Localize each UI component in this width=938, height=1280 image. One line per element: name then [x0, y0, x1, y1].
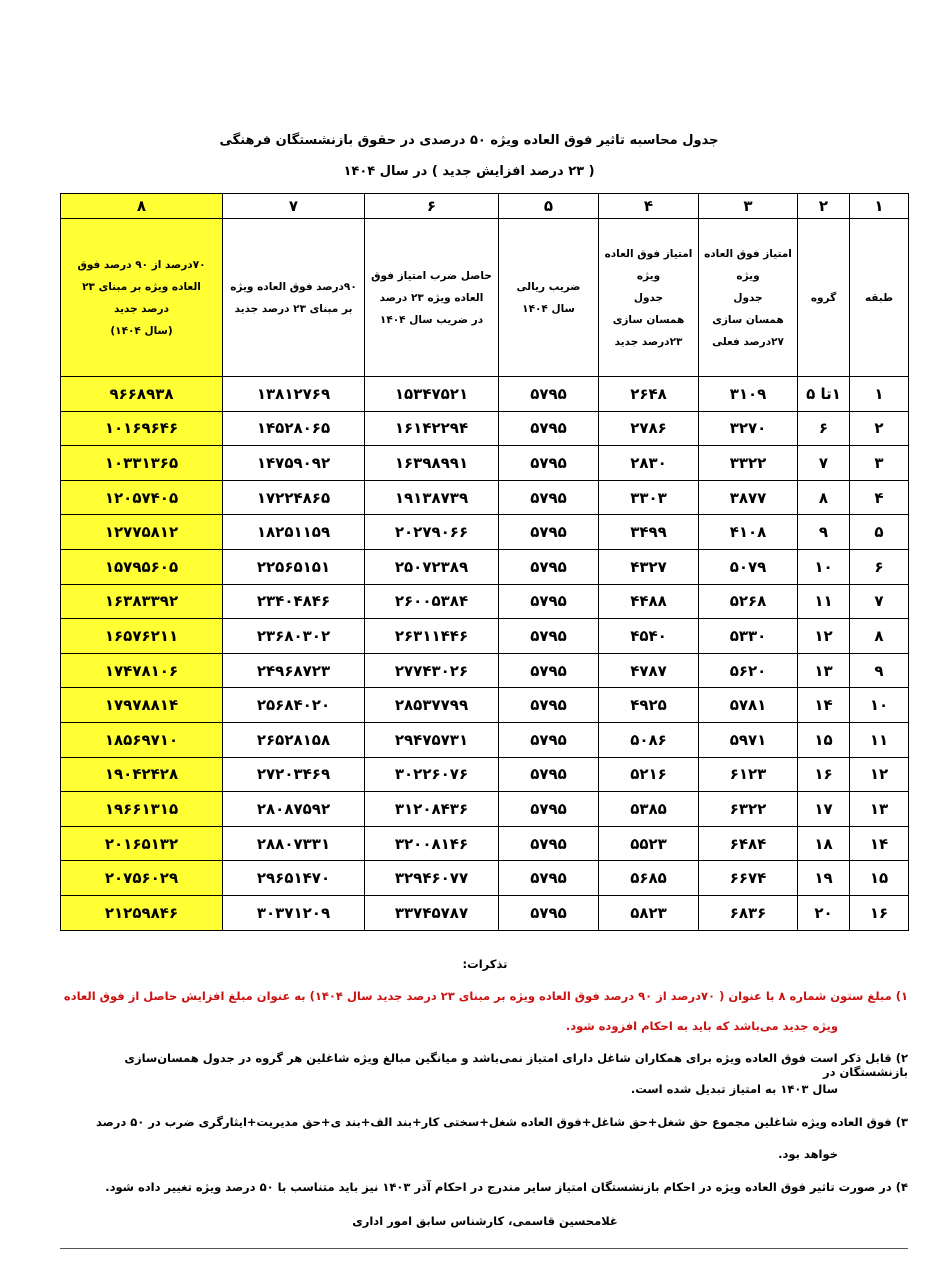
- table-cell: ۳۳۷۴۵۷۸۷: [365, 895, 499, 930]
- table-cell: ۵۵۲۳: [599, 826, 699, 861]
- table-cell: ۲۲۵۶۵۱۵۱: [223, 549, 365, 584]
- table-cell: ۵۷۹۵: [499, 757, 599, 792]
- table-cell: ۱۰۳۳۱۳۶۵: [61, 446, 223, 481]
- table-cell: ۱۳۸۱۲۷۶۹: [223, 377, 365, 412]
- header-line: جدول: [633, 291, 664, 304]
- table-cell: ۲۶۳۱۱۴۴۶: [365, 619, 499, 654]
- table-cell: ۱۳: [798, 653, 850, 688]
- table-cell: ۴: [850, 480, 909, 515]
- col-number: ۵: [499, 194, 599, 219]
- header-line: ضریب ریالی: [516, 280, 581, 293]
- table-cell: ۱۷۲۲۴۸۶۵: [223, 480, 365, 515]
- table-cell: ۳۱۰۹: [699, 377, 798, 412]
- bottom-divider: [60, 1248, 908, 1249]
- table-cell: ۱۶: [798, 757, 850, 792]
- table-cell: ۵۳۳۰: [699, 619, 798, 654]
- note-3-line-1: ۳) فوق العاده ویژه شاغلین مجموع حق شغل+حق شاغل+فوق العاده شغل+سختی کار+بند الف+بند ی+حق مدیریت+ایثارگری ضرب در ۵۰ درصد: [95, 1115, 908, 1129]
- header-line: امتیاز فوق العاده: [704, 247, 792, 260]
- table-row: [61, 722, 909, 757]
- document-title: جدول محاسبه تاثیر فوق العاده ویژه ۵۰ درصدی در حقوق بازنشستگان فرهنگی: [219, 133, 719, 148]
- table-cell: ۵۷۹۵: [499, 446, 599, 481]
- table-row: [61, 584, 909, 619]
- col-number: ۶: [365, 194, 499, 219]
- table-row: [61, 895, 909, 930]
- table-row: [61, 792, 909, 827]
- header-line: ویژه: [736, 269, 760, 282]
- table-cell: ۳۲۷۰: [699, 411, 798, 446]
- table-cell: ۵: [850, 515, 909, 550]
- header-row: [61, 219, 909, 377]
- header-group: [798, 219, 850, 377]
- header-line: طبقه: [864, 291, 894, 304]
- table-cell: ۵۷۹۵: [499, 480, 599, 515]
- col-number: ۳: [699, 194, 798, 219]
- header-line: گروه: [810, 291, 837, 304]
- table-cell: ۱۹۰۴۲۴۲۸: [61, 757, 223, 792]
- table-cell: ۲۰۱۶۵۱۳۲: [61, 826, 223, 861]
- column-number-row: [61, 194, 909, 219]
- table-cell: ۱۴۵۲۸۰۶۵: [223, 411, 365, 446]
- header-line: ۲۳درصد جدید: [614, 335, 683, 348]
- header-line: همسان سازی: [612, 313, 685, 326]
- table-cell: ۲۰: [798, 895, 850, 930]
- table-cell: ۱۵۷۹۵۶۰۵: [61, 549, 223, 584]
- table-cell: ۱۱: [798, 584, 850, 619]
- table-cell: ۲۰۷۵۶۰۲۹: [61, 861, 223, 896]
- table-cell: ۱۰: [798, 549, 850, 584]
- header-product: [365, 219, 499, 377]
- table-cell: ۱۷۴۷۸۱۰۶: [61, 653, 223, 688]
- table-cell: ۵۷۹۵: [499, 826, 599, 861]
- table-cell: ۱۶۵۷۶۲۱۱: [61, 619, 223, 654]
- table-row: [61, 446, 909, 481]
- table-cell: ۱۰۱۶۹۶۴۶: [61, 411, 223, 446]
- table-cell: ۱۵۳۴۷۵۲۱: [365, 377, 499, 412]
- table-cell: ۱۶۳۹۸۹۹۱: [365, 446, 499, 481]
- note-3-line-2: خواهد بود.: [778, 1147, 838, 1161]
- header-line: در ضریب سال ۱۴۰۴: [379, 313, 484, 326]
- header-70-percent: [61, 219, 223, 377]
- table-cell: ۲۷۸۶: [599, 411, 699, 446]
- header-line: درصد جدید: [114, 302, 169, 315]
- table-cell: ۵۰۸۶: [599, 722, 699, 757]
- header-score-23: [599, 219, 699, 377]
- table-cell: ۱۱: [850, 722, 909, 757]
- table-cell: ۸: [850, 619, 909, 654]
- table-row: [61, 826, 909, 861]
- table-cell: ۲۶۵۲۸۱۵۸: [223, 722, 365, 757]
- table-cell: ۵۷۹۵: [499, 792, 599, 827]
- table-cell: ۳۳۲۲: [699, 446, 798, 481]
- header-line: العاده ویژه بر مبنای ۲۳: [82, 280, 201, 293]
- header-rial-coefficient: [499, 219, 599, 377]
- table-cell: ۱: [850, 377, 909, 412]
- note-2-line-1: ۲) قابل ذکر است فوق العاده ویژه برای همکاران شاغل دارای امتیاز نمی‌باشد و میانگین مبالغ ویژه شاغلین هر گروه در جدول همسان‌سازی بازنشستگان در: [124, 1051, 908, 1079]
- table-cell: ۶۴۸۴: [699, 826, 798, 861]
- header-line: ۹۰درصد فوق العاده ویژه: [230, 280, 357, 293]
- header-line: ۲۷درصد فعلی: [712, 335, 784, 348]
- table-row: [61, 688, 909, 723]
- table-row: [61, 515, 909, 550]
- col-number: ۴: [599, 194, 699, 219]
- table-row: [61, 619, 909, 654]
- table-cell: ۵۰۷۹: [699, 549, 798, 584]
- table-cell: ۵۷۸۱: [699, 688, 798, 723]
- header-line: ویژه: [636, 269, 661, 282]
- table-cell: ۱۵: [798, 722, 850, 757]
- col-number: ۲: [798, 194, 850, 219]
- header-line: حاصل ضرب امتیاز فوق: [371, 269, 492, 282]
- table-cell: ۸: [798, 480, 850, 515]
- table-cell: ۱۲۷۷۵۸۱۲: [61, 515, 223, 550]
- table-cell: ۳: [850, 446, 909, 481]
- table-cell: ۱۶: [850, 895, 909, 930]
- table-cell: ۱۹۱۳۸۷۳۹: [365, 480, 499, 515]
- note-1-line-1: ۱) مبلغ ستون شماره ۸ با عنوان ( ۷۰درصد از ۹۰ درصد فوق العاده ویژه بر مبنای ۲۳ درصد جدید سال ۱۴۰۴) به عنوان مبلغ افزایش حاصل از فوق العاده: [63, 989, 908, 1003]
- table-cell: ۲۶۴۸: [599, 377, 699, 412]
- table-cell: ۳۱۲۰۸۴۳۶: [365, 792, 499, 827]
- table-cell: ۱۸: [798, 826, 850, 861]
- table-cell: ۶۸۳۶: [699, 895, 798, 930]
- col-number: ۸: [61, 194, 223, 219]
- table-cell: ۵۲۱۶: [599, 757, 699, 792]
- table-cell: ۲۳۴۰۴۸۴۶: [223, 584, 365, 619]
- document-subtitle: ( ۲۳ درصد افزایش جدید ) در سال ۱۴۰۴: [343, 164, 595, 179]
- table-cell: ۱۷۹۷۸۸۱۴: [61, 688, 223, 723]
- table-cell: ۲۳۶۸۰۳۰۲: [223, 619, 365, 654]
- table-cell: ۵۷۹۵: [499, 653, 599, 688]
- table-cell: ۲۷۷۴۳۰۲۶: [365, 653, 499, 688]
- notes-heading: تذکرات:: [462, 957, 508, 971]
- table-cell: ۵۷۹۵: [499, 895, 599, 930]
- table-row: [61, 861, 909, 896]
- note-4-line-1: ۴) در صورت تاثیر فوق العاده ویژه در احکام بازنشستگان امتیاز سایر مندرج در احکام آذر ۱۴۰۳ نیز باید متناسب با ۵۰ درصد ویژه تغییر داده شود.: [105, 1180, 908, 1194]
- table-cell: ۲۸۵۳۷۷۹۹: [365, 688, 499, 723]
- table-cell: ۱۳: [850, 792, 909, 827]
- table-cell: ۳۸۷۷: [699, 480, 798, 515]
- table-row: [61, 411, 909, 446]
- table-cell: ۵۷۹۵: [499, 377, 599, 412]
- table-cell: ۱۴: [798, 688, 850, 723]
- table-cell: ۱۴۷۵۹۰۹۲: [223, 446, 365, 481]
- table-cell: ۷: [850, 584, 909, 619]
- table-cell: ۴۷۸۷: [599, 653, 699, 688]
- table-cell: ۹: [798, 515, 850, 550]
- table-row: [61, 653, 909, 688]
- header-line: بر مبنای ۲۳ درصد جدید: [234, 302, 353, 315]
- header-line: (سال ۱۴۰۴): [110, 324, 173, 337]
- table-cell: ۵۷۹۵: [499, 515, 599, 550]
- table-cell: ۶: [798, 411, 850, 446]
- table-cell: ۲۷۲۰۳۴۶۹: [223, 757, 365, 792]
- table-cell: ۱۸۲۵۱۱۵۹: [223, 515, 365, 550]
- table-cell: ۷: [798, 446, 850, 481]
- table-cell: ۵۶۲۰: [699, 653, 798, 688]
- table-cell: ۲۴۹۶۸۷۲۳: [223, 653, 365, 688]
- table-cell: ۱۶۳۸۳۳۹۲: [61, 584, 223, 619]
- table-cell: ۳۳۰۳: [599, 480, 699, 515]
- table-cell: ۴۵۴۰: [599, 619, 699, 654]
- table-cell: ۲۸۳۰: [599, 446, 699, 481]
- table-cell: ۱۲۰۵۷۴۰۵: [61, 480, 223, 515]
- table-cell: ۳۲۰۰۸۱۴۶: [365, 826, 499, 861]
- table-cell: ۵۷۹۵: [499, 861, 599, 896]
- table-cell: ۵۶۸۵: [599, 861, 699, 896]
- header-90-percent: [223, 219, 365, 377]
- table-cell: ۴۴۸۸: [599, 584, 699, 619]
- table-cell: ۲۵۰۷۲۳۸۹: [365, 549, 499, 584]
- table-cell: ۱۴: [850, 826, 909, 861]
- table-cell: ۴۳۲۷: [599, 549, 699, 584]
- table-cell: ۲۰۲۷۹۰۶۶: [365, 515, 499, 550]
- calculation-table: [60, 193, 909, 931]
- table-cell: ۱۰: [850, 688, 909, 723]
- table-cell: ۵۲۶۸: [699, 584, 798, 619]
- table-cell: ۶۳۲۲: [699, 792, 798, 827]
- table-cell: ۵۷۹۵: [499, 722, 599, 757]
- table-cell: ۱۸۵۶۹۷۱۰: [61, 722, 223, 757]
- header-line: امتیاز فوق العاده: [604, 247, 693, 260]
- table-row: [61, 377, 909, 412]
- table-cell: ۵۷۹۵: [499, 619, 599, 654]
- note-1-line-2: ویژه جدید می‌باشد که باید به احکام افزوده شود.: [565, 1019, 838, 1033]
- table-cell: ۵۸۲۳: [599, 895, 699, 930]
- table-cell: ۶۶۷۴: [699, 861, 798, 896]
- table-cell: ۳۴۹۹: [599, 515, 699, 550]
- table-cell: ۵۷۹۵: [499, 549, 599, 584]
- header-score-27: [699, 219, 798, 377]
- table-cell: ۴۱۰۸: [699, 515, 798, 550]
- table-cell: ۳۲۹۴۶۰۷۷: [365, 861, 499, 896]
- table-cell: ۹: [850, 653, 909, 688]
- col-number: ۱: [850, 194, 909, 219]
- table-cell: ۲۱۲۵۹۸۴۶: [61, 895, 223, 930]
- table-row: [61, 549, 909, 584]
- note-2-line-2: سال ۱۴۰۳ به امتیاز تبدیل شده است.: [630, 1082, 838, 1096]
- table-cell: ۵۹۷۱: [699, 722, 798, 757]
- header-line: جدول: [733, 291, 763, 304]
- table-cell: ۱۲: [850, 757, 909, 792]
- table-cell: ۱۶۱۴۲۲۹۴: [365, 411, 499, 446]
- col-number: ۷: [223, 194, 365, 219]
- table-cell: ۵۷۹۵: [499, 411, 599, 446]
- table-cell: ۳۰۲۲۶۰۷۶: [365, 757, 499, 792]
- table-cell: ۲۵۶۸۴۰۲۰: [223, 688, 365, 723]
- table-cell: ۴۹۲۵: [599, 688, 699, 723]
- table-cell: ۹۶۶۸۹۳۸: [61, 377, 223, 412]
- table-cell: ۶: [850, 549, 909, 584]
- table-cell: ۱۹۶۶۱۳۱۵: [61, 792, 223, 827]
- table-cell: ۱تا ۵: [798, 377, 850, 412]
- table-row: [61, 757, 909, 792]
- table-cell: ۱۲: [798, 619, 850, 654]
- header-tabaqe: [850, 219, 909, 377]
- table-cell: ۱۷: [798, 792, 850, 827]
- table-cell: ۱۹: [798, 861, 850, 896]
- table-cell: ۵۷۹۵: [499, 688, 599, 723]
- table-cell: ۲: [850, 411, 909, 446]
- table-cell: ۲۸۸۰۷۳۳۱: [223, 826, 365, 861]
- table-cell: ۶۱۲۳: [699, 757, 798, 792]
- header-line: ۷۰درصد از ۹۰ درصد فوق: [77, 258, 206, 271]
- header-line: سال ۱۴۰۴: [522, 302, 575, 315]
- table-cell: ۵۷۹۵: [499, 584, 599, 619]
- header-line: العاده ویژه ۲۳ درصد: [379, 291, 484, 304]
- author-signature: غلامحسین قاسمی، کارشناس سابق امور اداری: [352, 1214, 618, 1228]
- table-cell: ۲۶۰۰۵۳۸۴: [365, 584, 499, 619]
- table-row: [61, 480, 909, 515]
- table-cell: ۳۰۳۷۱۲۰۹: [223, 895, 365, 930]
- table-cell: ۲۹۴۷۵۷۳۱: [365, 722, 499, 757]
- table-cell: ۱۵: [850, 861, 909, 896]
- table-cell: ۲۹۶۵۱۴۷۰: [223, 861, 365, 896]
- table-cell: ۲۸۰۸۷۵۹۲: [223, 792, 365, 827]
- header-line: همسان سازی: [712, 313, 784, 326]
- table-cell: ۵۳۸۵: [599, 792, 699, 827]
